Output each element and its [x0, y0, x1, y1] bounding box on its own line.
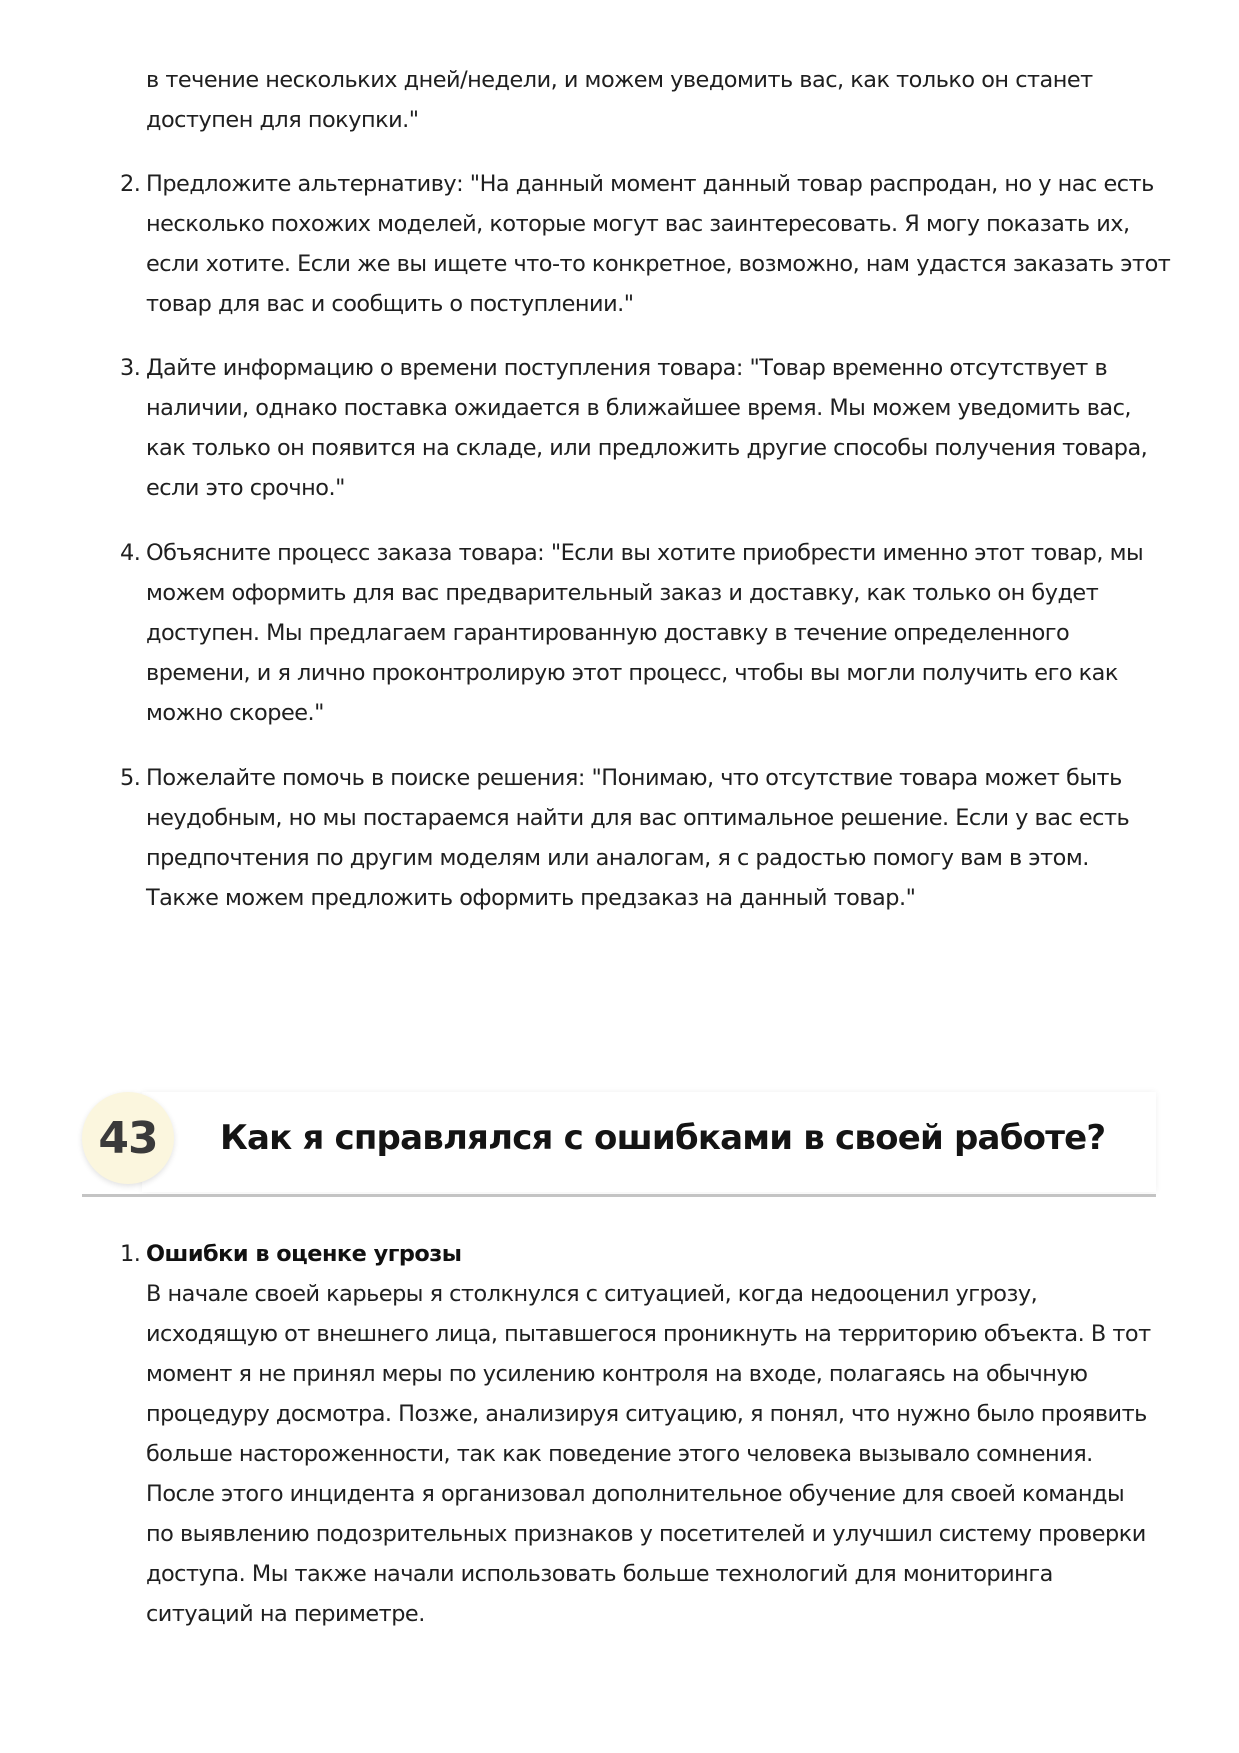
text-line: наличии, однако поставка ожидается в ближайшее время. Мы можем уведомить вас,	[146, 395, 1132, 421]
list-item	[146, 758, 1129, 918]
text-line: процедуру досмотра. Позже, анализируя ситуацию, я понял, что нужно было проявить	[146, 1401, 1147, 1427]
text-line: неудобным, но мы постараемся найти для вас оптимальное решение. Если у вас есть	[146, 805, 1130, 831]
text-line: Дайте информацию о времени поступления товара: "Товар временно отсутствует в	[146, 355, 1108, 381]
text-line: несколько похожих моделей, которые могут вас заинтересовать. Я могу показать их,	[146, 211, 1130, 237]
text-line: можем оформить для вас предварительный заказ и доставку, как только он будет	[146, 580, 1099, 606]
text-line: если хотите. Если же вы ищете что-то конкретное, возможно, нам удастся заказать этот	[146, 251, 1171, 277]
text-line: ситуаций на периметре.	[146, 1601, 425, 1627]
text-line: Пожелайте помочь в поиске решения: "Понимаю, что отсутствие товара может быть	[146, 765, 1122, 791]
text-line: После этого инцидента я организовал дополнительное обучение для своей команды	[146, 1481, 1125, 1507]
section-divider	[82, 1194, 1156, 1197]
list-item	[146, 1234, 1151, 1634]
text-line: можно скорее."	[146, 700, 324, 726]
text-line: больше настороженности, так как поведение этого человека вызывало сомнения.	[146, 1441, 1093, 1467]
text-line: предпочтения по другим моделям или аналогам, я с радостью помогу вам в этом.	[146, 845, 1089, 871]
list-item-number: 1.	[120, 1241, 141, 1267]
text-line: доступен. Мы предлагаем гарантированную доставку в течение определенного	[146, 620, 1070, 646]
text-line: доступен для покупки."	[146, 107, 419, 133]
text-line: времени, и я лично проконтролирую этот процесс, чтобы вы могли получить его как	[146, 660, 1118, 686]
list-item	[146, 164, 1170, 324]
text-line: доступа. Мы также начали использовать больше технологий для мониторинга	[146, 1561, 1053, 1587]
list-item-heading: Ошибки в оценке угрозы	[146, 1241, 462, 1267]
list-item	[146, 348, 1147, 508]
list-item	[146, 533, 1143, 733]
text-line: момент я не принял меры по усилению контроля на входе, полагаясь на обычную	[146, 1361, 1088, 1387]
text-line: Объясните процесс заказа товара: "Если вы хотите приобрести именно этот товар, мы	[146, 540, 1144, 566]
section-header	[82, 1092, 1156, 1196]
text-line: если это срочно."	[146, 475, 345, 501]
text-line: Также можем предложить оформить предзаказ на данный товар."	[146, 885, 916, 911]
list-item-number: 4.	[120, 540, 141, 566]
section-number-badge: 43	[82, 1092, 174, 1184]
list-item-number: 2.	[120, 171, 141, 197]
text-line: товар для вас и сообщить о поступлении."	[146, 291, 634, 317]
text-line: В начале своей карьеры я столкнулся с ситуацией, когда недооценил угрозу,	[146, 1281, 1038, 1307]
text-line: Предложите альтернативу: "На данный момент данный товар распродан, но у нас есть	[146, 171, 1154, 197]
section-title: Как я справлялся с ошибками в своей работе?	[220, 1118, 1106, 1158]
text-line: исходящую от внешнего лица, пытавшегося проникнуть на территорию объекта. В тот	[146, 1321, 1151, 1347]
text-line: в течение нескольких дней/недели, и можем уведомить вас, как только он станет	[146, 67, 1093, 93]
intro-continuation	[146, 60, 1093, 140]
text-line: как только он появится на складе, или предложить другие способы получения товара,	[146, 435, 1148, 461]
list-item-number: 5.	[120, 765, 141, 791]
text-line: по выявлению подозрительных признаков у посетителей и улучшил систему проверки	[146, 1521, 1146, 1547]
list-item-number: 3.	[120, 355, 141, 381]
